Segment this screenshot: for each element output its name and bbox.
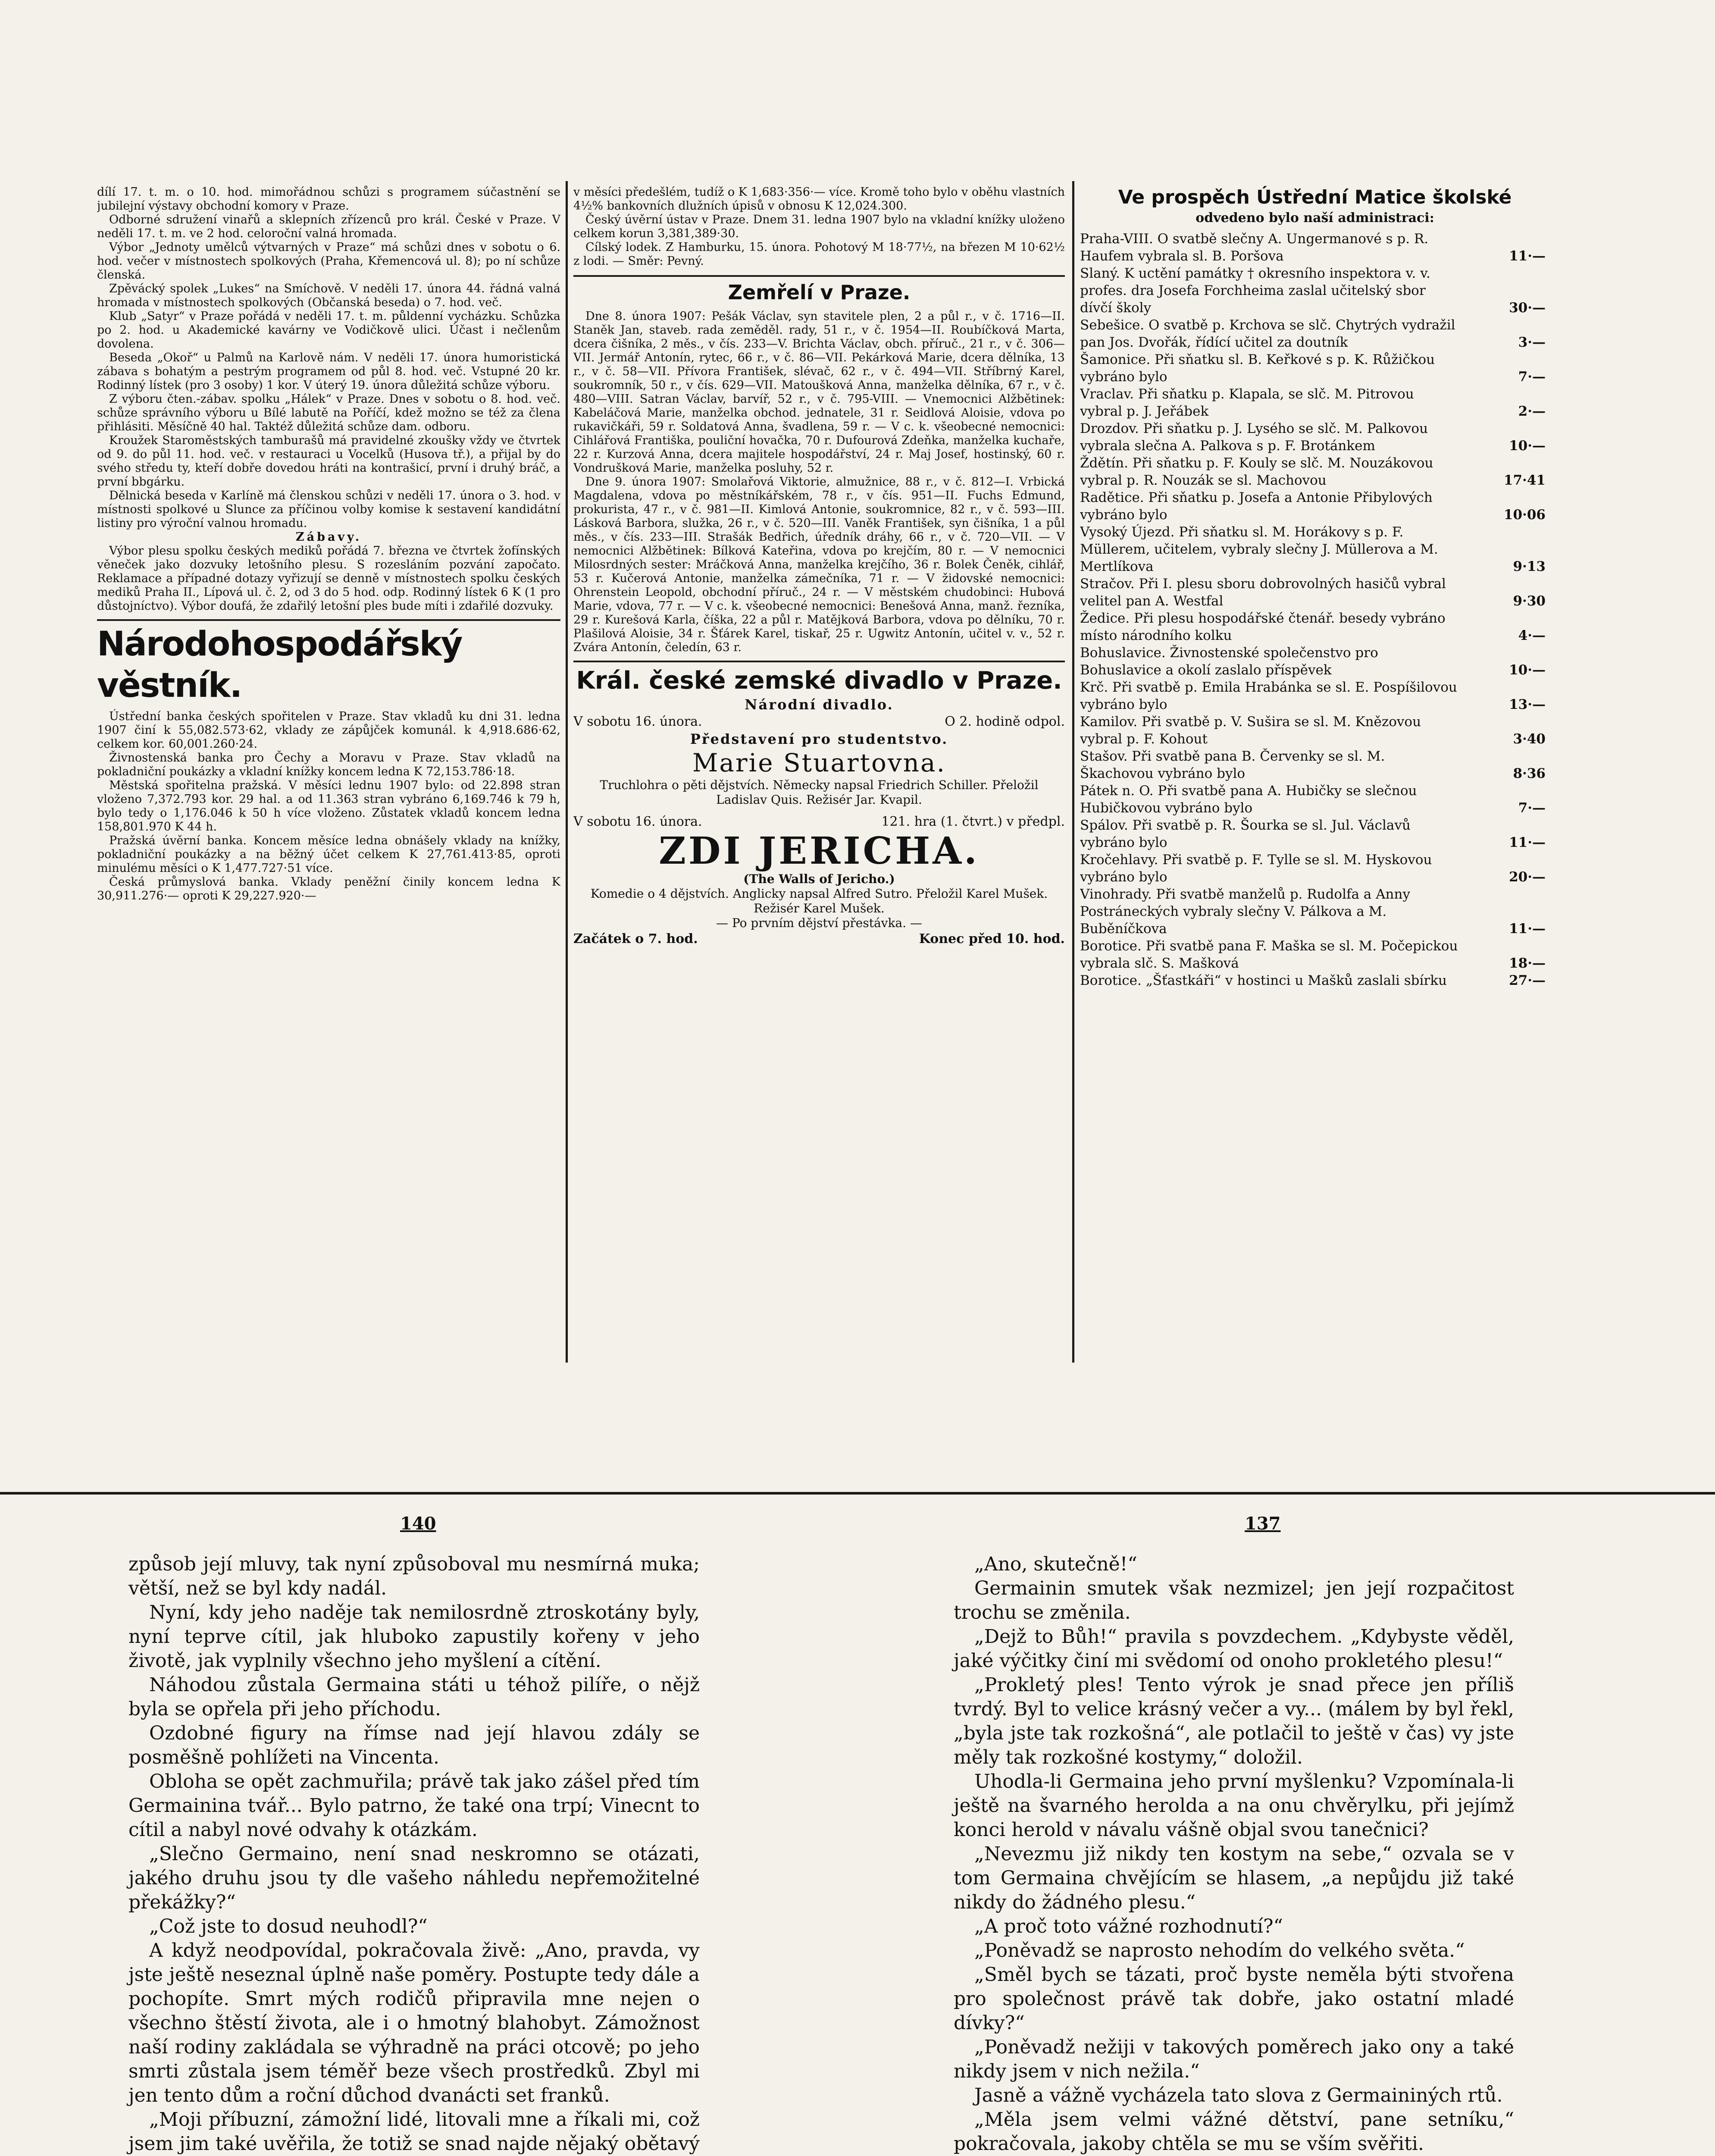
novel-paragraph: „Dejž to Bůh!“ pravila s povzdechem. „Kdybyste věděl, jaké výčitky činí mi svědomí od onoho prokletého plesu!“ [954,1626,1514,1672]
novel-paragraph: „Poněvadž nežiji v takových poměrech jako ony a také nikdy jsem v nich nežila.“ [954,2036,1514,2082]
donation-entry [1080,937,1550,972]
donation-text: Vraclav. Při sňatku p. Klapala, se slč. M. Pitrovou vybral p. J. Jeřábek [1080,386,1414,419]
novel-paragraph: „Ano, skutečně!“ [974,1553,1137,1575]
donation-entry [1080,317,1550,351]
donation-entry [1080,972,1550,989]
donation-entry [1080,679,1550,713]
donation-entry [1080,644,1550,679]
donation-text: Kamilov. Při svatbě p. V. Sušira se sl. M. Knězovou vybral p. F. Kohout [1080,714,1421,747]
economic-notice: Ústřední banka českých spořitelen v Praze. Stav vkladů ku dni 31. ledna 1907 činí k 55,082.573·62, vklady ze zápůjček komunál. k 4,918.686·62, celkem kor. 60,001.260·24. [97,710,560,751]
notice: Výbor plesu spolku českých mediků pořádá 7. března ve čtvrtek žofínských věneček jako dozvuky letošního plesu. S rozesláním pozvání započato. Reklamace a případné dotazy vyřizují se denně v místnostech spolku českých mediků Praha II., Lípová ul. č. 2, od 3 do 5 hod. odp. Rodinný lístek 6 K (1 pro důstojníctvo). Výbor doufá, že zdařilý letošní ples bude míti i zdařilé dozvuky. [97,544,560,613]
donation-text: Stračov. Při I. plesu sboru dobrovolných hasičů vybral velitel pan A. Westfal [1080,576,1446,609]
donation-amount: 20·— [1509,869,1546,885]
donation-text: Slaný. K uctění památky † okresního inspektora v. v. profes. dra Josefa Forchheima zaslal učitelský sbor dívčí školy [1080,266,1430,316]
notice: Odborné sdružení vinařů a sklepních zřízenců pro král. České v Praze. V neděli 17. t. m. ve 2 hod. celoroční valná hromada. [97,213,560,240]
performance-time: O 2. hodině odpol. [945,714,1065,729]
novel-paragraph: „A proč toto vážné rozhodnutí?“ [974,1915,1283,1937]
donation-amount: 10·— [1509,438,1546,454]
notice: dílí 17. t. m. o 10. hod. mimořádnou schůzi s programem súčastnění se jubilejní výstavy obchodní komory v Praze. [97,185,560,213]
play-title: Marie Stuartovna. [692,748,946,777]
donation-text: Ždětín. Při sňatku p. F. Kouly se slč. M. Nouzákovou vybral p. R. Nouzák se sl. Machovou [1080,455,1433,488]
column-middle [573,185,1065,1354]
performance-subscription: 121. hra (1. čtvrt.) v předpl. [881,814,1065,829]
donation-entry [1080,265,1550,317]
donation-entry [1080,575,1550,610]
theatre-title: Král. české zemské divadlo v Praze. [573,661,1065,696]
donation-amount: 18·— [1509,956,1546,971]
donation-text: Bohuslavice. Živnostenské společenstvo pro Bohuslavice a okolí zaslalo příspěvek [1080,645,1378,678]
donations-subtitle: odvedeno bylo naší administraci: [1195,210,1434,226]
notice: Dělnická beseda v Karlíně má členskou schůzi v neděli 17. února o 3. hod. v místnosti spolkové u Slunce za příčinou volby komise k sestavení kandidátní listiny pro výroční valnou hromadu. [97,489,560,530]
donation-text: Vinohrady. Při svatbě manželů p. Rudolfa a Anny Postráneckých vybraly slečny V. Pálkova a M. Buběníčkova [1080,887,1410,937]
donation-entry [1080,230,1550,265]
donation-amount: 3·— [1518,335,1546,350]
donation-entry [1080,713,1550,748]
performance-line [573,813,1065,830]
donation-entry [1080,886,1550,937]
notice: Z výboru čten.-zábav. spolku „Hálek“ v Praze. Dnes v sobotu o 8. hod. več. schůze správního výboru u Bílé labutě na Poříčí, kdež možno se též za člena přihlásiti. Měsíčně 40 hal. Taktéž důležitá schůze dam. odboru. [97,392,560,433]
donation-entry [1080,610,1550,644]
novel-paragraph: „Měla jsem velmi vážné dětství, pane setníku,“ pokračovala, jakoby chtěla se mu se vším svěřiti. [954,2109,1514,2155]
novel-paragraph: „Poněvadž se naprosto nehodím do velkého světa.“ [974,1940,1465,1962]
donation-entry [1080,748,1550,782]
performance-line [573,713,1065,730]
donation-entry [1080,454,1550,489]
subsection-heading: Zábavy. [295,530,362,544]
donation-text: Vysoký Újezd. Při sňatku sl. M. Horákovy s p. F. Müllerem, učitelem, vybraly slečny J. Müllerova a M. Mertlíkova [1080,524,1438,574]
intermission-note: — Po prvním dějství přestávka. — [716,916,922,930]
donation-amount: 3·40 [1513,731,1546,747]
donation-text: Stašov. Při svatbě pana B. Červenky se sl. M. Škachovou vybráno bylo [1080,749,1385,781]
performance-times [573,931,1065,948]
donations-title: Ve prospěch Ústřední Matice školské [1118,186,1512,208]
start-time: Začátek o 7. hod. [573,931,698,946]
donation-entry [1080,420,1550,454]
novel-paragraph: Jasně a vážně vycházela tato slova z Germaininých rtů. [974,2084,1503,2106]
donation-text: Borotice. „Šťastkáři“ v hostinci u Mašků zaslali sbírku [1080,973,1447,988]
donation-amount: 9·30 [1513,593,1546,609]
page-number-right: 137 [1245,1514,1281,1534]
performance-date: V sobotu 16. února. [573,814,702,829]
donation-amount: 10·— [1509,662,1546,678]
section-title: Národohospodářský věstník. [97,619,560,706]
economic-notice: Pražská úvěrní banka. Koncem měsíce ledna obnášely vklady na knížky, pokladniční poukázky a na běžný účet celkem K 27,761.413·85, oproti minulému měsíci o K 1,477.727·51 více. [97,834,560,875]
novel-paragraph: Nyní, kdy jeho naděje tak nemilosrdně ztroskotány byly, nyní teprve cítil, jak hluboko zapustily kořeny v jeho životě, jak vyplnily všechno jeho myšlení a cítění. [128,1601,700,1672]
deaths-list: Dne 9. února 1907: Smolařová Viktorie, almužnice, 88 r., v č. 812—I. Vrbická Magdalena, vdova po městníkářském, 78 r., v čís. 951—II. Fuchs Edmund, prokuristа, 47 r., v č. 981—II. Kimlová Antonie, soukromnice, 82 r., v č. 593—III. Lásková Barbora, služka, 26 r., v č. 520—III. Vaněk František, syn čišníka, 1 a půl měs., v čís. 233—III. Strašák Bedřich, úředník dráhy, 66 r., v č. 720—VII. — V nemocnici Alžbětinek: Bílková Kateřina, vdova po krejčím, 80 r. — V nemocnici Milosrdných sester: Mráčková Anna, manželka krejčího, 36 r. Bolek Čeněk, cihlář, 53 r. Kučerová Antonie, manželka zámečníka, 71 r. — V židovské nemocnici: Ohrenstein Leopold, obchodní příruč., 24 r. — V městském chudobinci: Hubová Marie, vdova, 77 r. — V c. k. všeobecné nemocnici: Benešová Anna, manž. řezníka, 29 r. Kurešová Karla, číška, 22 a půl r. Matějková Barbora, vdova po dělníku, 70 r. Plašilová Aloisie, 34 r. Šťárek Karel, tiskař, 25 r. Ugwitz Antonín, učitel v. v., 52 r. Zvára Antonín, čeledín, 63 r. [573,475,1065,654]
donation-text: Pátek n. O. Při svatbě pana A. Hubičky se slečnou Hubičkovou vybráno bylo [1080,783,1417,816]
novel-paragraph: Ozdobné figury na římse nad její hlavou zdály se posměšně pohlížeti na Vincenta. [128,1722,700,1768]
economic-notice: Český úvěrní ústav v Praze. Dnem 31. ledna 1907 bylo na vkladní knížky uloženo celkem korun 3,381,389·30. [573,213,1065,240]
performance-date: V sobotu 16. února. [573,714,702,729]
donation-entry [1080,782,1550,817]
novel-paragraph: „Což jste to dosud neuhodl?“ [149,1915,428,1937]
novel-paragraph: „Moji příbuzní, zámožní lidé, litovali mne a říkali mi, což jsem jim také uvěřila, že totiž se snad najde nějaký obětavý [128,2109,700,2155]
economic-notice: Česká průmyslová banka. Vklady peněžní činily koncem ledna K 30,911.276·— oproti K 29,227.920·— [97,875,560,903]
donation-amount: 4·— [1518,628,1546,643]
column-right [1080,185,1550,1354]
donation-text: Praha-VIII. O svatbě slečny A. Ungermanové s p. R. Haufem vybrala sl. B. Poršova [1080,231,1429,264]
novel-paragraph: „Nevezmu již nikdy ten kostym na sebe,“ ozvala se v tom Germaina chvějícím se hlasem, „a nepůjdu již také nikdy do žádného plesu.“ [954,1843,1514,1913]
economic-notice: Živnostenská banka pro Čechy a Moravu v Praze. Stav vkladů na pokladniční poukázky a vkladní knížky koncem ledna K 72,153.786·18. [97,751,560,778]
novel-text-left [128,1552,700,2156]
donation-entry [1080,851,1550,886]
donation-amount: 10·06 [1503,507,1546,523]
notice: Klub „Satyr“ v Praze pořádá v neděli 17. t. m. půldenní vycházku. Schůzka po 2. hod. u Akademické kavárny ve Vodičkově ulici. Účast i nečlenům dovolena. [97,310,560,351]
donation-amount: 27·— [1509,973,1546,988]
donation-text: Krč. Při svatbě p. Emila Hrabánka se sl. E. Pospíšilovou vybráno bylo [1080,680,1457,712]
notice: Kroužek Staroměstských tamburašů má pravidelné zkoušky vždy ve čtvrtek od 9. do půl 11. hod. več. v restauraci u Vocelků (Husova tř.), a přijal by do svého středu ty, kteří dobře dovedou hráti na kontrašicí, první i druhý bráč, a první bbgárku. [97,434,560,489]
donation-entry [1080,351,1550,385]
donation-amount: 30·— [1509,300,1546,316]
column-rule [566,181,568,1363]
play-description: Truchlohra o pěti dějstvích. Německy napsal Friedrich Schiller. Přeložil Ladislav Quis. Režisér Jar. Kvapil. [600,778,1039,807]
notice: Výbor „Jednoty umělců výtvarných v Praze“ má schůzi dnes v sobotu o 6. hod. večer v místnostech spolkových (Praha, Křemencová ul. 8); po ní schůze členská. [97,241,560,282]
notice: Zpěvácký spolek „Lukes“ na Smíchově. V neděli 17. února 44. řádná valná hromada v místnostech spolkových (Občanská beseda) o 7. hod. več. [97,282,560,309]
novel-paragraph: Germainin smutek však nezmizel; jen její rozpačitost trochu se změnila. [954,1577,1514,1623]
novel-paragraph: Náhodou zůstala Germaina státi u téhož pilíře, o nějž byla se opřela při jeho příchodu. [128,1674,700,1720]
economic-notice: Městská spořitelna pražská. V měsíci lednu 1907 bylo: od 22.898 stran vloženo 7,372.793 kor. 29 hal. a od 11.363 stran vybráno 6,169.746 k 79 h, bylo tedy o 1,176.046 k 50 h více vloženo. Zůstatek vkladů koncem ledna 158,801.970 K 44 h. [97,779,560,834]
donation-text: Kročehlavy. Při svatbě p. F. Tylle se sl. M. Hyskovou vybráno bylo [1080,852,1432,885]
donation-amount: 17·41 [1503,473,1546,488]
theatre-subtitle: Národní divadlo. [745,696,894,713]
donation-amount: 9·13 [1513,559,1546,574]
donation-amount: 2·— [1518,404,1546,419]
donation-list [1080,230,1550,989]
novel-paragraph: Uhodla-li Germaina jeho první myšlenku? Vzpomínala-li ještě na švarného herolda a na onu chvěrylku, při jejímž konci herold v návalu vášně objal svou tanečnici? [954,1771,1514,1841]
notice: Beseda „Okoř“ u Palmů na Karlově nám. V neděli 17. února humoristická zábava s bohatým a pestrým programem od půl 8. hod. več. Vstupné 20 kr. Rodinný lístek (pro 3 osoby) 1 kor. V úterý 19. února důležitá schůze výboru. [97,351,560,392]
novel-paragraph: „Slečno Germaino, není snad neskromno se otázati, jakého druhu jsou ty dle vašeho náhledu nepřemožitelné překážky?“ [128,1843,700,1913]
donation-amount: 7·— [1518,369,1546,385]
donation-entry [1080,523,1550,575]
economic-notice: Cílský lodek. Z Hamburku, 15. února. Pohotový M 18·77½, na březen M 10·62½ z lodi. — Směr: Pevný. [573,241,1065,268]
deaths-list: Dne 8. února 1907: Pešák Václav, syn stavitele plen, 2 a půl r., v č. 1716—II. Staněk Jan, staveb. rada zeměděl. rady, 51 r., v č. 1954—II. Roubíčková Marta, dcera čišníka, 2 měs., v čís. 233—V. Brichta Václav, obch. příruč., 21 r., v č. 306—VII. Jermář Antonín, rytec, 66 r., v č. 86—VII. Pekárková Marie, dcera dělníka, 13 r., v č. 58—VII. Přívora František, slévač, 62 r., v č. 494—VII. Stříbrný Karel, soukromník, 50 r., v čís. 629—VII. Matoušková Anna, manželka dělníka, 67 r., v č. 480—VIII. Satran Václav, barvíř, 52 r., v č. 795-VIII. — Vnemocnici Alžbětinek: Kabeláčová Marie, manželka obchod. jednatele, 31 r. Seidlová Aloisie, vdova po rukavičkáři, 59 r. Soldatová Anna, švadlena, 59 r. — V c. k. všeobecné nemocnici: Cihlářová Františka, pouliční hovačka, 70 r. Dufourová Zdeňka, manželka kuchaře, 22 r. Kurzová Anna, dcera majitele hospodářství, 24 r. Maj Josef, hostinský, 60 r. Vondrušková Marie, manželka posluhy, 52 r. [573,310,1065,475]
donation-amount: 11·— [1509,835,1546,850]
play-title: ZDI JERICHA. [659,829,980,873]
donation-amount: 7·— [1518,800,1546,816]
donation-text: Spálov. Při svatbě p. R. Šourka se sl. Jul. Václavů vybráno bylo [1080,818,1411,850]
donation-entry [1080,817,1550,851]
student-performance: Představení pro studentstvo. [690,731,948,747]
novel-paragraph: „Směl bych se tázati, proč byste neměla býti stvořena pro společnost právě tak dobře, jako ostatní mladé dívky?“ [954,1964,1514,2034]
novel-text-right [954,1552,1514,2156]
novel-paragraph: Obloha se opět zachmuřila; právě tak jako zášel před tím Germainina tvář... Bylo patrno, že také ona trpí; Vinecnt to cítil a nabyl nové odvahy k otázkám. [128,1771,700,1841]
donation-text: Šamonice. Při sňatku sl. B. Keřkové s p. K. Růžičkou vybráno bylo [1080,352,1435,385]
donation-text: Sebešice. O svatbě p. Krchova se slč. Chytrých vydražil pan Jos. Dvořák, řídící učitel za doutník [1080,317,1455,350]
novel-paragraph: „Prokletý ples! Tento výrok je snad přece jen příliš tvrdý. Byl to velice krásný večer a vy... (málem by byl řekl, „byla jste tak rozkošná“, ale potlačil to ještě v čas) vy jste měly tak rozkošné kostymy,“ doložil. [954,1674,1514,1768]
page-number-left: 140 [400,1514,436,1534]
deaths-title: Zemřelí v Praze. [573,275,1065,305]
donation-amount: 13·— [1509,697,1546,712]
column-rule [1072,181,1074,1363]
donation-amount: 8·36 [1513,766,1546,781]
novel-paragraph: A když neodpovídal, pokračovala živě: „Ano, pravda, vy jste ještě neseznal úplně naše poměry. Postupte tedy dále a pochopíte. Smrt mých rodičů připravila mne nejen o všechno štěstí života, ale i o hmotný blahobyt. Zámožnost naší rodiny zakládala se výhradně na práci otcově; po jeho smrti zůstala jsem téměř beze všech prostředků. Zbyl mi jen tento dům a roční důchod dvanácti set franků. [128,1940,700,2106]
novel-paragraph: způsob její mluvy, tak nyní způsoboval mu nesmírná muka; větší, než se byl kdy nadál. [128,1553,700,1599]
donation-entry [1080,385,1550,420]
donation-entry [1080,489,1550,523]
donation-amount: 11·— [1509,921,1546,937]
donation-amount: 11·— [1509,248,1546,264]
donation-text: Radětice. Při sňatku p. Josefa a Antonie Přibylových vybráno bylo [1080,490,1433,523]
donation-text: Borotice. Při svatbě pana F. Maška se sl. M. Počepickou vybrala slč. S. Mašková [1080,938,1458,971]
donation-text: Žedice. Při plesu hospodářské čtenář. besedy vybráno místo národního kolku [1080,611,1446,643]
donation-text: Drozdov. Při sňatku p. J. Lysého se slč. M. Palkovou vybrala slečna A. Palkova s p. F. Brotánkem [1080,421,1428,454]
play-original-title: (The Walls of Jericho.) [743,872,895,886]
column-left [97,185,560,1354]
end-time: Konec před 10. hod. [919,931,1065,946]
economic-notice: v měsíci předešlém, tudíž o K 1,683·356·— více. Kromě toho bylo v oběhu vlastních 4½% bankovních dlužních úpisů v obnosu K 12,024.300. [573,185,1065,213]
play-description: Komedie o 4 dějstvích. Anglicky napsal Alfred Sutro. Přeložil Karel Mušek. Režisér Karel Mušek. [590,887,1048,915]
